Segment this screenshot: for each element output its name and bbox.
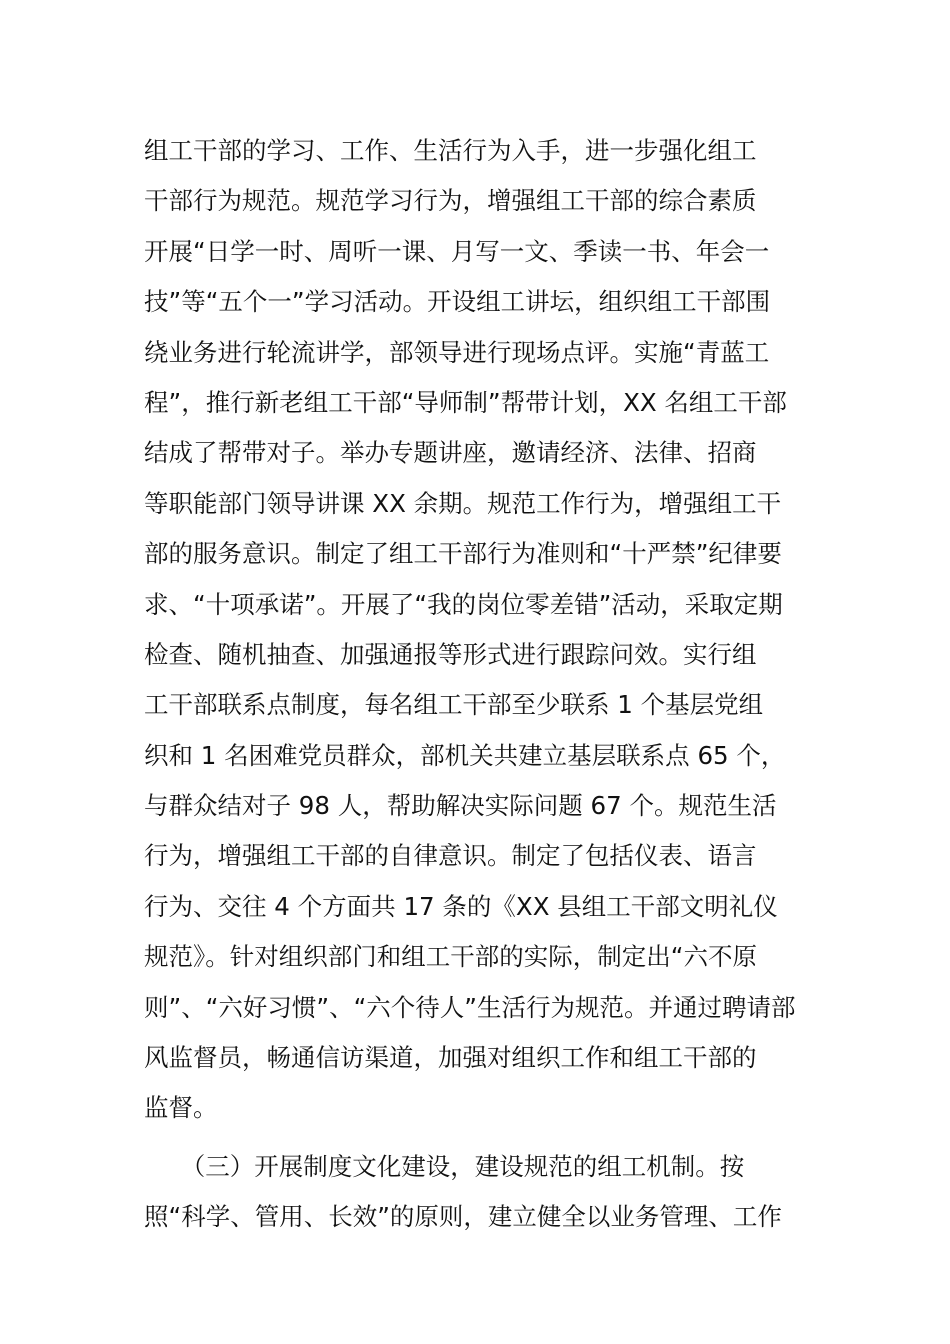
text-line: 监督。 xyxy=(144,1093,218,1123)
text-line: 等职能部门领导讲课 XX 余期。规范工作行为，增强组工干 xyxy=(144,488,782,518)
text-line: 则”、“六好习惯”、“六个待人”生活行为规范。并通过聘请部 xyxy=(144,992,796,1022)
paragraph xyxy=(144,1142,808,1243)
text-line: 与群众结对子 98 人，帮助解决实际问题 67 个。规范生活 xyxy=(144,791,777,821)
text-line: 绕业务进行轮流讲学，部领导进行现场点评。实施“青蓝工 xyxy=(144,337,770,367)
text-line: 组工干部的学习、工作、生活行为入手，进一步强化组工 xyxy=(144,136,757,165)
text-line: 行为、交往 4 个方面共 17 条的《XX 县组工干部文明礼仪 xyxy=(144,891,778,921)
paragraph xyxy=(144,126,808,1134)
text-line: 求、“十项承诺”。开展了“我的岗位零差错”活动，采取定期 xyxy=(144,589,783,619)
text-line: 规范》。针对组织部门和组工干部的实际，制定出“六不原 xyxy=(144,942,757,972)
paragraph-spacing xyxy=(144,1134,808,1142)
text-line: 织和 1 名困难党员群众，部机关共建立基层联系点 65 个， xyxy=(144,740,786,770)
text-line: 行为，增强组工干部的自律意识。制定了包括仪表、语言 xyxy=(144,841,757,871)
text-line: 结成了帮带对子。举办专题讲座，邀请经济、法律、招商 xyxy=(144,438,757,468)
text-line: 开展“日学一时、周听一课、月写一文、季读一书、年会一 xyxy=(144,236,770,266)
text-line: 风监督员，畅通信访渠道，加强对组织工作和组工干部的 xyxy=(144,1043,757,1073)
text-line: 干部行为规范。规范学习行为，增强组工干部的综合素质 xyxy=(144,186,757,216)
text-line: 部的服务意识。制定了组工干部行为准则和“十严禁”纪律要 xyxy=(144,539,782,569)
body-text xyxy=(144,126,808,1243)
text-line: 检查、随机抽查、加强通报等形式进行跟踪问效。实行组 xyxy=(144,639,757,669)
text-line: 工干部联系点制度，每名组工干部至少联系 1 个基层党组 xyxy=(144,690,764,720)
text-line: 技”等“五个一”学习活动。开设组工讲坛，组织组工干部围 xyxy=(144,287,771,317)
section-heading-line: （三）开展制度文化建设，建设规范的组工机制。按 xyxy=(144,1151,745,1181)
text-line: 程”，推行新老组工干部“导师制”帮带计划，XX 名组工干部 xyxy=(144,387,787,417)
text-line: 照“科学、管用、长效”的原则，建立健全以业务管理、工作 xyxy=(144,1202,782,1232)
